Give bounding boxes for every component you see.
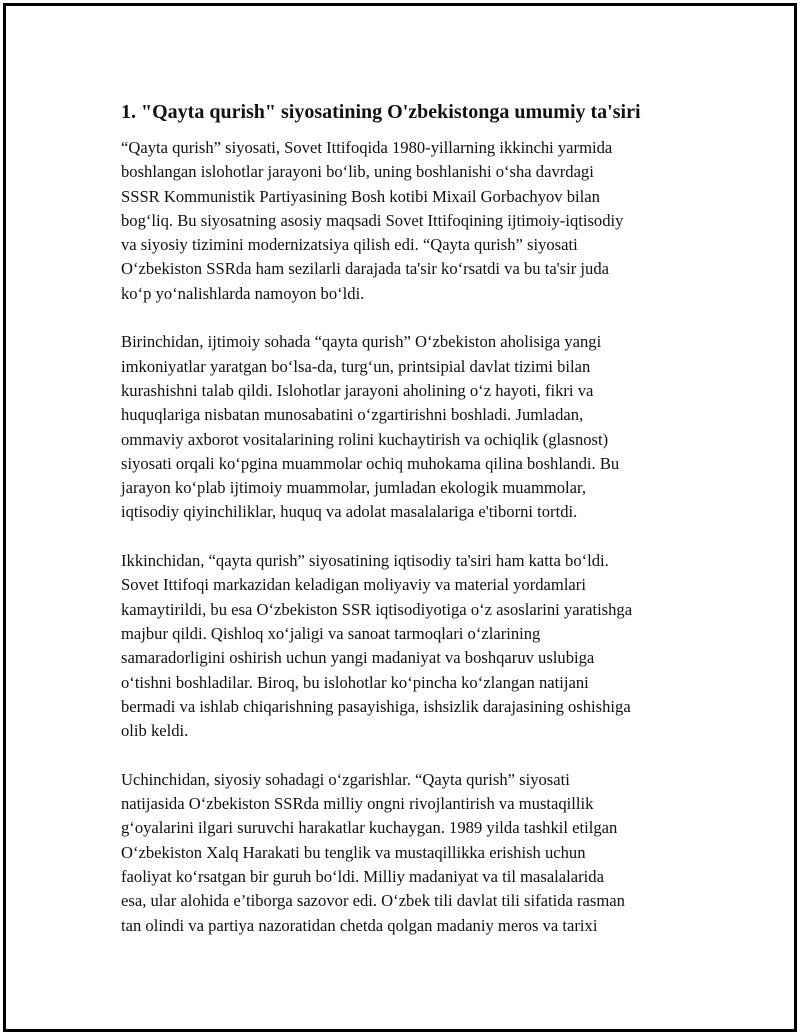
section-heading: 1. "Qayta qurish" siyosatining O'zbekistonga umumiy ta'siri <box>121 101 641 123</box>
text-line: va siyosiy tizimini modernizatsiya qilish edi. “Qayta qurish” siyosati <box>121 235 578 255</box>
text-line: gʻoyalarini ilgari suruvchi harakatlar kuchaygan. 1989 yilda tashkil etilgan <box>121 818 618 838</box>
text-line: imkoniyatlar yaratgan boʻlsa-da, turgʻun, printsipial davlat tizimi bilan <box>121 356 591 376</box>
document-body <box>121 98 701 962</box>
text-line: jarayon koʻplab ijtimoiy muammolar, jumladan ekologik muammolar, <box>121 478 587 498</box>
text-line: boshlangan islohotlar jarayoni boʻlib, uning boshlanishi oʻsha davrdagi <box>121 162 594 182</box>
text-line: huquqlariga nisbatan munosabatini oʻzgartirishni boshladi. Jumladan, <box>121 405 584 425</box>
text-line: natijasida Oʻzbekiston SSRda milliy ongni rivojlantirish va mustaqillik <box>121 794 594 814</box>
text-line: siyosati orqali koʻpgina muammolar ochiq muhokama qilina boshlandi. Bu <box>121 453 620 473</box>
paragraph-4 <box>121 768 701 938</box>
text-line: oʻtishni boshladilar. Biroq, bu islohotlar koʻpincha koʻzlangan natijani <box>121 672 589 692</box>
text-line: olib keldi. <box>121 721 189 741</box>
text-line: Oʻzbekiston Xalq Harakati bu tenglik va mustaqillikka erishish uchun <box>121 842 586 862</box>
paragraph-3 <box>121 549 701 743</box>
paragraph-1 <box>121 136 701 306</box>
text-line: Uchinchidan, siyosiy sohadagi oʻzgarishlar. “Qayta qurish” siyosati <box>121 769 570 789</box>
text-line: Oʻzbekiston SSRda ham sezilarli darajada ta'sir koʻrsatdi va bu ta'sir juda <box>121 259 609 279</box>
text-line: kurashishni talab qildi. Islohotlar jarayoni aholining oʻz hayoti, fikri va <box>121 380 594 400</box>
text-line: bogʻliq. Bu siyosatning asosiy maqsadi Sovet Ittifoqining ijtimoiy-iqtisodiy <box>121 210 624 230</box>
text-line: esa, ular alohida e’tiborga sazovor edi. Oʻzbek tili davlat tili sifatida rasman <box>121 891 625 911</box>
text-line: koʻp yoʻnalishlarda namoyon boʻldi. <box>121 283 365 303</box>
paragraph-2 <box>121 330 701 524</box>
text-line: Ikkinchidan, “qayta qurish” siyosatining iqtisodiy ta'siri ham katta boʻldi. <box>121 551 609 571</box>
text-line: kamaytirildi, bu esa Oʻzbekiston SSR iqtisodiyotiga oʻz asoslarini yaratishga <box>121 599 633 619</box>
text-line: “Qayta qurish” siyosati, Sovet Ittifoqida 1980-yillarning ikkinchi yarmida <box>121 138 613 157</box>
text-line: tan olindi va partiya nazoratidan chetda qolgan madaniy meros va tarixi <box>121 915 598 935</box>
paragraphs <box>121 136 701 938</box>
page-frame <box>3 3 797 1032</box>
text-line: Birinchidan, ijtimoiy sohada “qayta qurish” Oʻzbekiston aholisiga yangi <box>121 332 602 352</box>
text-line: Sovet Ittifoqi markazidan keladigan moliyaviy va material yordamlari <box>121 575 586 595</box>
text-line: ommaviy axborot vositalarining rolini kuchaytirish va ochiqlik (glasnost) <box>121 429 609 449</box>
text-line: bermadi va ishlab chiqarishning pasayishiga, ishsizlik darajasining oshishiga <box>121 696 631 716</box>
text-line: SSSR Kommunistik Partiyasining Bosh kotibi Mixail Gorbachyov bilan <box>121 186 600 206</box>
text-line: faoliyat koʻrsatgan bir guruh boʻldi. Milliy madaniyat va til masalalarida <box>121 866 604 886</box>
text-line: iqtisodiy qiyinchiliklar, huquq va adolat masalalariga e'tiborni tortdi. <box>121 502 578 522</box>
text-line: majbur qildi. Qishloq xoʻjaligi va sanoat tarmoqlari oʻzlarining <box>121 623 541 643</box>
text-line: samaradorligini oshirish uchun yangi madaniyat va boshqaruv uslubiga <box>121 648 595 668</box>
